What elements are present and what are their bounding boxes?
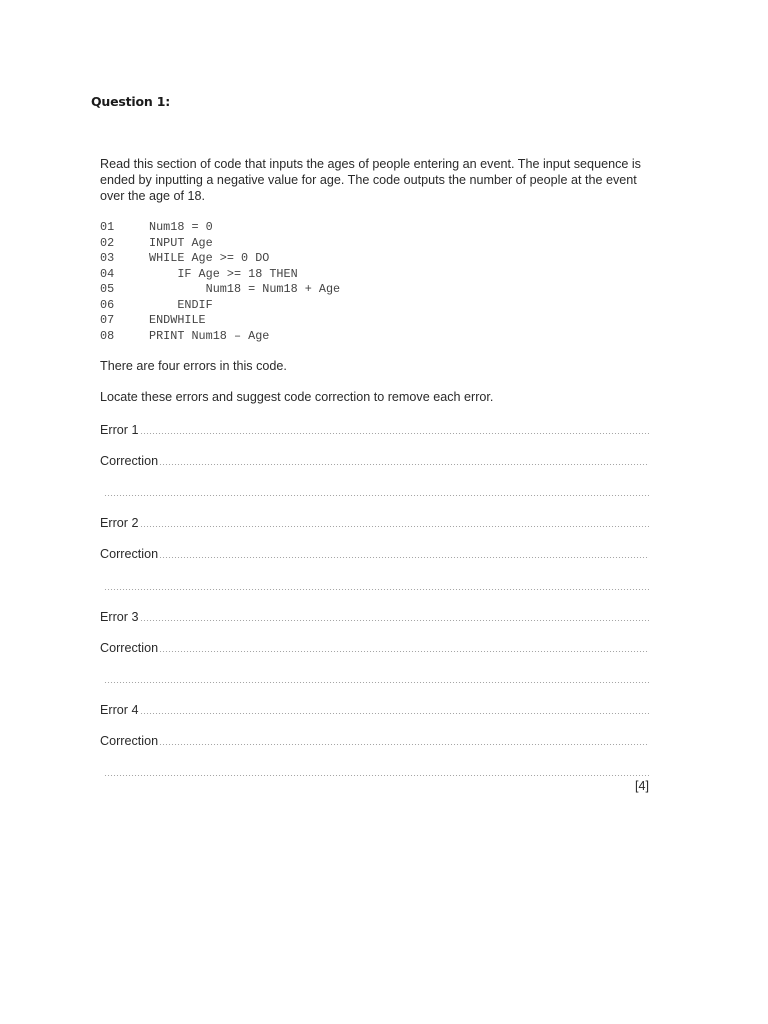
dotted-answer-line xyxy=(159,464,649,465)
dotted-answer-line xyxy=(159,744,649,745)
answer-line-continuation[interactable] xyxy=(103,763,649,779)
answer-line-continuation[interactable] xyxy=(103,670,649,686)
question-title: Question 1: xyxy=(91,94,171,109)
answer-line-correction[interactable] xyxy=(100,452,649,468)
code-line-number: 07 xyxy=(100,313,115,327)
dotted-answer-line xyxy=(104,682,649,683)
dotted-answer-line xyxy=(140,526,650,527)
dotted-answer-line xyxy=(140,713,650,714)
code-line-number: 08 xyxy=(100,328,115,343)
code-line-number: 03 xyxy=(100,251,115,265)
answer-line-continuation[interactable] xyxy=(103,483,649,499)
answer-label: Error 2 xyxy=(100,516,139,530)
code-line-number: 04 xyxy=(100,266,115,281)
answer-label: Correction xyxy=(100,547,159,561)
answer-label: Error 3 xyxy=(100,610,139,624)
answer-label: Correction xyxy=(100,734,159,748)
code-line-text: ENDIF xyxy=(149,297,213,312)
answer-label: Correction xyxy=(100,454,159,468)
answer-line-error-3[interactable] xyxy=(100,608,649,624)
answer-label: Error 4 xyxy=(100,703,139,717)
code-line-text: WHILE Age >= 0 DO xyxy=(149,251,270,265)
instruction-statement: Locate these errors and suggest code correction to remove each error. xyxy=(100,390,494,404)
dotted-answer-line xyxy=(104,589,649,590)
code-line-text: Num18 = 0 xyxy=(149,220,213,234)
code-line-number: 01 xyxy=(100,220,115,234)
code-line-number: 06 xyxy=(100,297,115,312)
answer-line-continuation[interactable] xyxy=(103,577,649,593)
dotted-answer-line xyxy=(140,620,650,621)
answer-line-correction[interactable] xyxy=(100,545,649,561)
code-line-number: 02 xyxy=(100,235,115,250)
dotted-answer-line xyxy=(104,495,649,496)
answer-line-correction[interactable] xyxy=(100,639,649,655)
code-line-text: Num18 = Num18 + Age xyxy=(149,282,341,296)
code-line-number: 05 xyxy=(100,282,115,296)
answer-line-error-2[interactable] xyxy=(100,514,649,530)
code-line-text: IF Age >= 18 THEN xyxy=(149,266,298,281)
answer-line-error-1[interactable] xyxy=(100,421,649,437)
answer-label: Error 1 xyxy=(100,423,139,437)
code-line-text: INPUT Age xyxy=(149,235,213,250)
answer-line-correction[interactable] xyxy=(100,732,649,748)
code-line-text: ENDWHILE xyxy=(149,313,206,327)
code-line-text: PRINT Num18 – Age xyxy=(149,328,270,343)
dotted-answer-line xyxy=(159,651,649,652)
dotted-answer-line xyxy=(159,557,649,558)
answer-line-error-4[interactable] xyxy=(100,701,649,717)
question-intro: Read this section of code that inputs the ages of people entering an event. The input sequence is ended by inputting a negative value for age. The code outputs the number of people at the event over the age of 18. xyxy=(100,157,641,203)
answer-label: Correction xyxy=(100,641,159,655)
errors-count-statement: There are four errors in this code. xyxy=(100,359,287,373)
dotted-answer-line xyxy=(140,433,650,434)
dotted-answer-line xyxy=(104,775,649,776)
marks-allocation: [4] xyxy=(634,779,649,793)
